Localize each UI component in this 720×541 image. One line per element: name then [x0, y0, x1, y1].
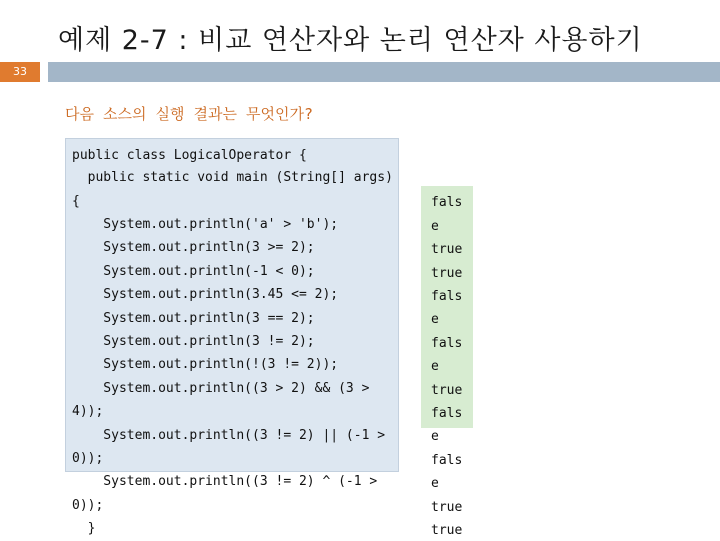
code-line: System.out.println(!(3 != 2)); — [72, 357, 339, 372]
code-line: } — [72, 521, 96, 536]
code-line: System.out.println((3 != 2) ^ (-1 > — [72, 474, 378, 489]
code-line: public class LogicalOperator { — [72, 148, 307, 163]
output-line: e — [431, 219, 439, 234]
code-line: System.out.println(3 == 2); — [72, 311, 315, 326]
output-line: e — [431, 312, 439, 327]
code-line: 0)); — [72, 498, 104, 513]
output-line: fals — [431, 289, 463, 304]
output-line: e — [431, 429, 439, 444]
code-block-background — [65, 138, 399, 472]
output-line: true — [431, 266, 463, 281]
code-line: { — [72, 194, 80, 209]
output-line: fals — [431, 336, 463, 351]
output-line: fals — [431, 453, 463, 468]
code-line: public static void main (String[] args) — [72, 170, 393, 185]
header-divider-bar — [48, 62, 720, 82]
question-text: 다음 소스의 실행 결과는 무엇인가? — [65, 105, 314, 123]
output-line: true — [431, 500, 463, 515]
output-line: true — [431, 523, 463, 538]
code-line: System.out.println(3 >= 2); — [72, 240, 315, 255]
code-line: System.out.println('a' > 'b'); — [72, 217, 339, 232]
output-line: e — [431, 359, 439, 374]
code-line: System.out.println(3.45 <= 2); — [72, 287, 339, 302]
code-line: System.out.println(3 != 2); — [72, 334, 315, 349]
slide-title: 예제 2-7 : 비교 연산자와 논리 연산자 사용하기 — [58, 25, 643, 56]
code-line: 0)); — [72, 451, 104, 466]
slide-number: 33 — [13, 65, 27, 78]
code-line: System.out.println((3 > 2) && (3 > — [72, 381, 370, 396]
code-line: System.out.println(-1 < 0); — [72, 264, 315, 279]
code-line: System.out.println((3 != 2) || (-1 > — [72, 428, 386, 443]
output-line: true — [431, 383, 463, 398]
output-line: true — [431, 242, 463, 257]
code-line: 4)); — [72, 404, 104, 419]
output-line: fals — [431, 406, 463, 421]
output-line: fals — [431, 195, 463, 210]
output-line: e — [431, 476, 439, 491]
